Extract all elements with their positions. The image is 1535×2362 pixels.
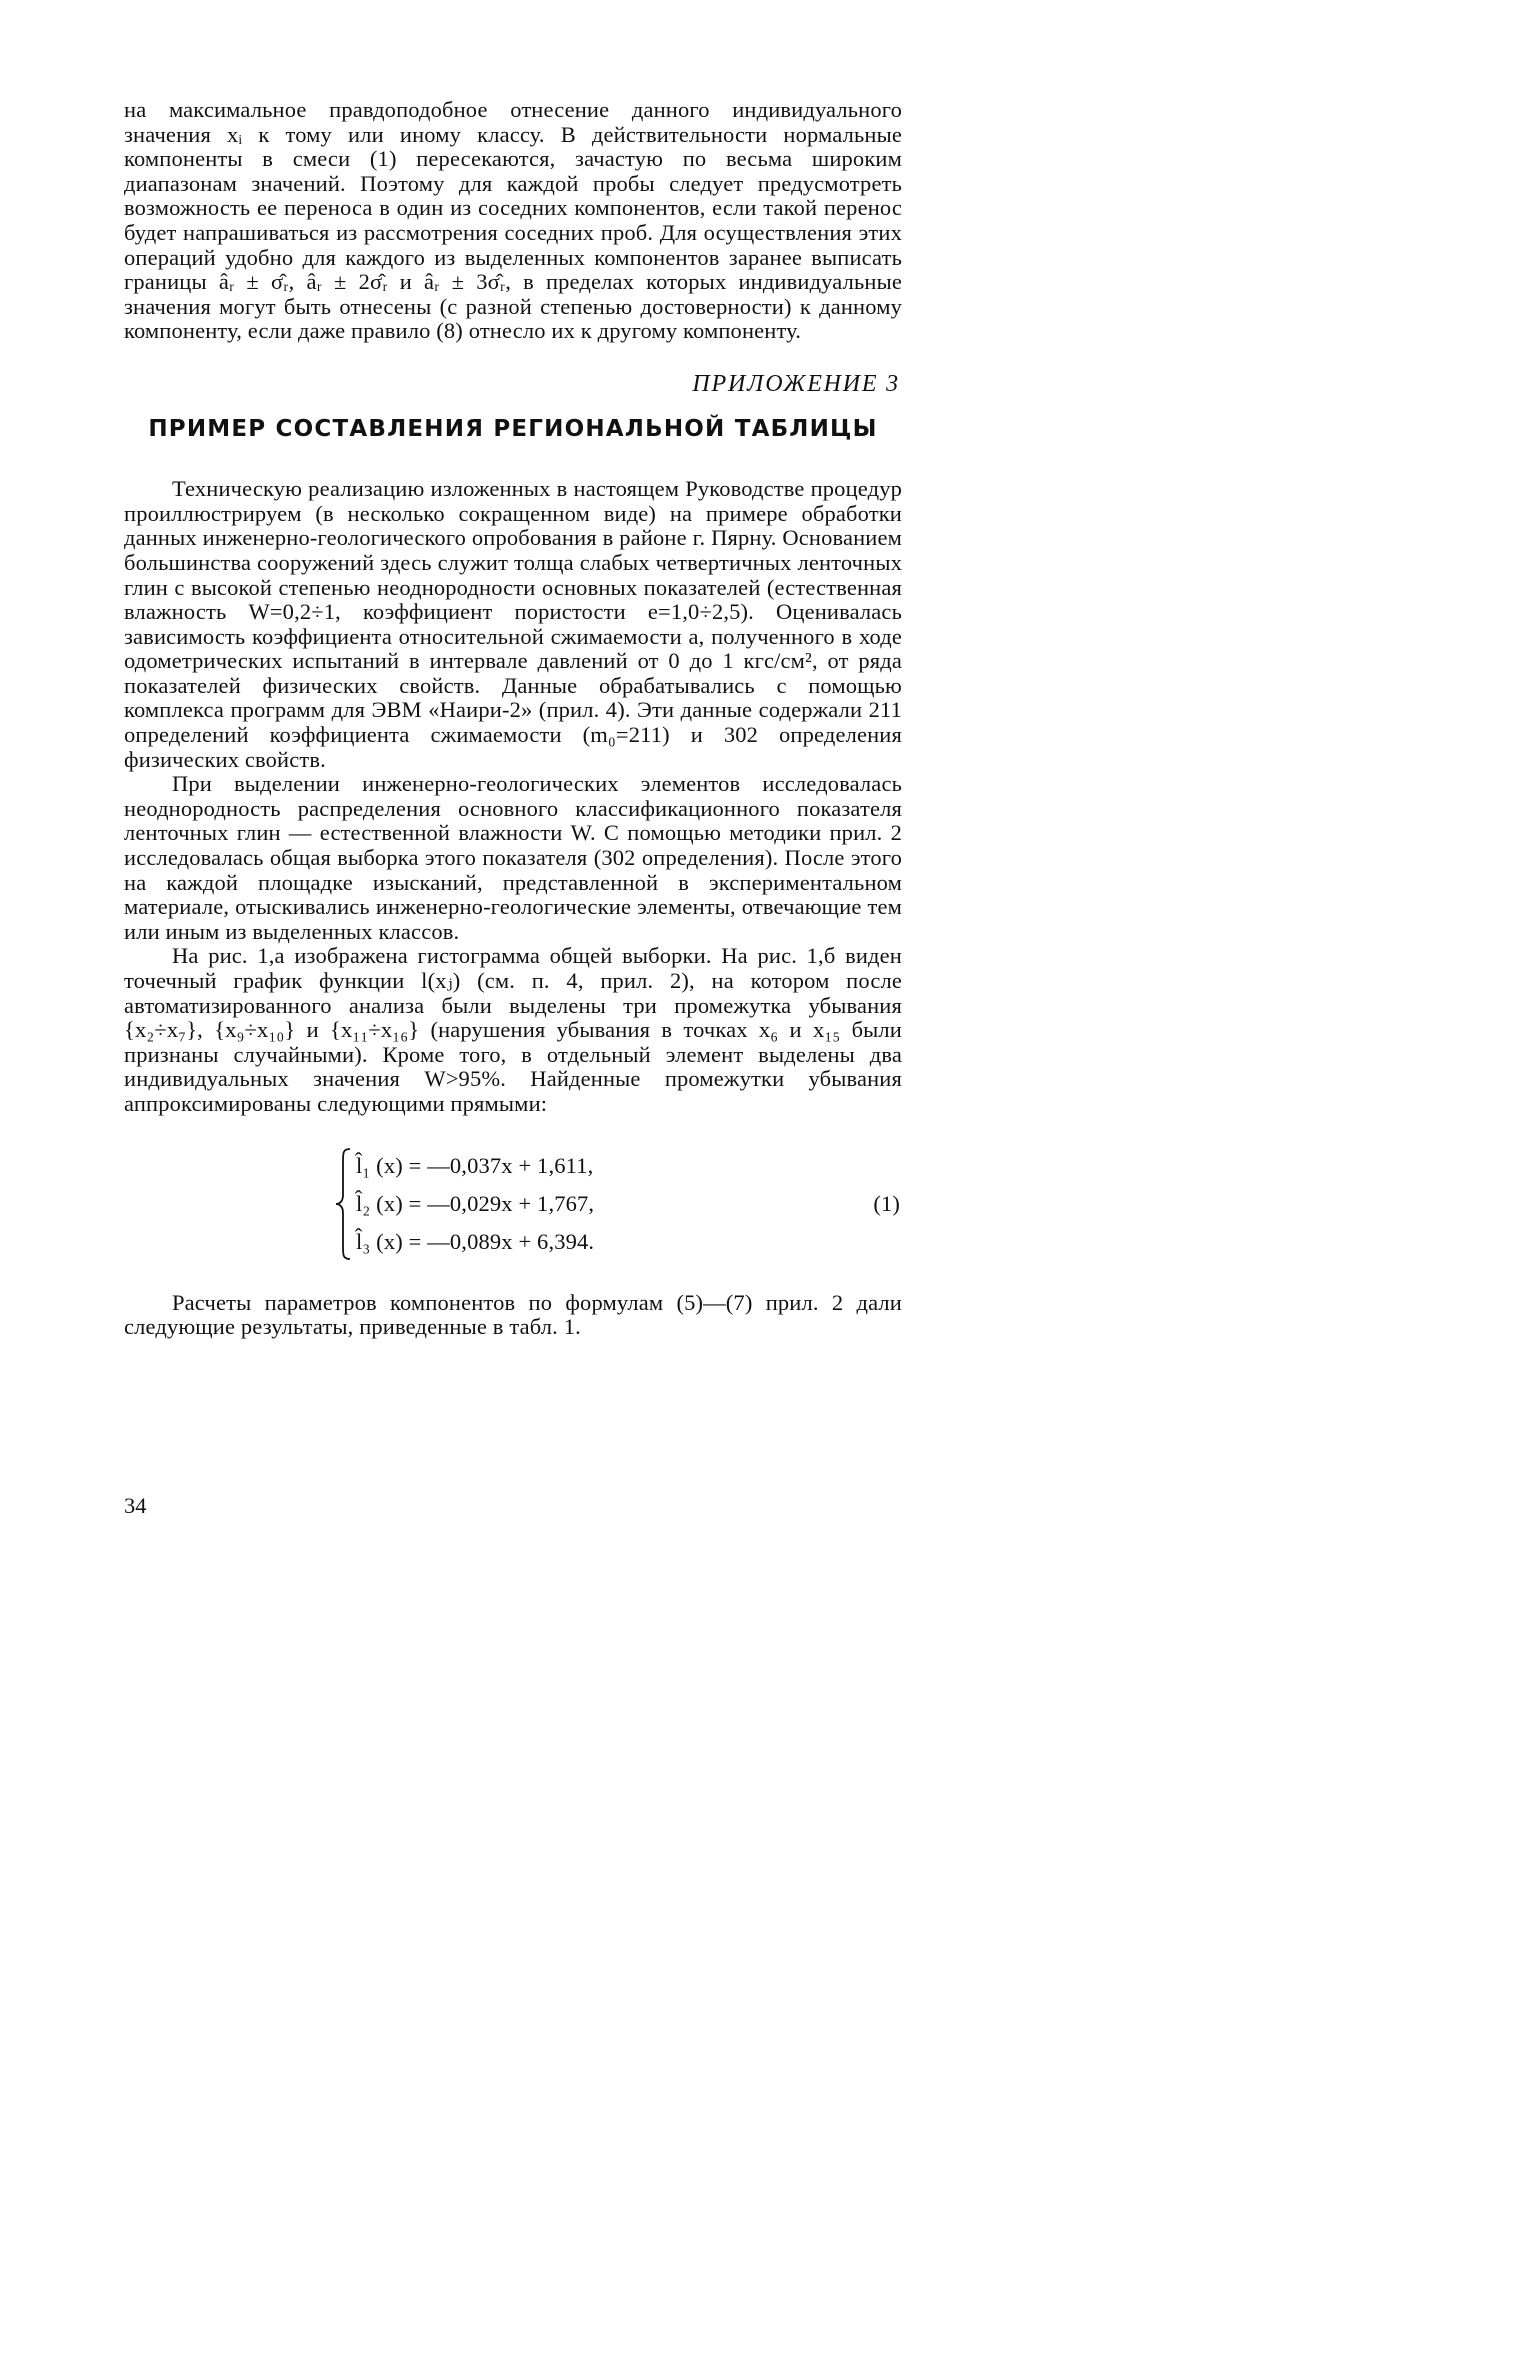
equation-lines <box>356 1147 594 1261</box>
appendix-label: ПРИЛОЖЕНИЕ 3 <box>692 370 900 397</box>
section-heading: ПРИМЕР СОСТАВЛЕНИЯ РЕГИОНАЛЬНОЙ ТАБЛИЦЫ <box>148 415 878 442</box>
equation-line-2: l̂₂ (x) = —0,029x + 1,767, <box>356 1190 595 1216</box>
curly-brace-icon <box>334 1147 352 1261</box>
closing-paragraph: Расчеты параметров компонентов по формулам (5)—(7) прил. 2 дали следующие результаты, приведенные в табл. 1. <box>124 1289 902 1340</box>
continuation-paragraph: на максимальное правдоподобное отнесение данного индивидуального значения xᵢ к тому или иному классу. В действительности нормальные компоненты в смеси (1) пересекаются, зачастую по весьма широким диапазонам значений. Поэтому для каждой пробы следует предусмотреть возможность ее переноса в один из соседних компонентов, если такой перенос будет напрашиваться из рассмотрения соседних проб. Для осуществления этих операций удобно для каждого из выделенных компонентов заранее выписать границы âᵣ ± σ̂ᵣ, âᵣ ± 2σ̂ᵣ и âᵣ ± 3σ̂ᵣ, в пределах которых индивидуальные значения могут быть отнесены (с разной степенью достоверности) к данному компоненту, если даже правило (8) отнесло их к другому компоненту. <box>124 97 902 344</box>
equation-number: (1) <box>873 1190 900 1216</box>
body-paragraph-2: При выделении инженерно-геологических элементов исследовалась неоднородность распределения основного классификационного показателя ленточных глин — естественной влажности W. С помощью методики прил. 2 исследовалась общая выборка этого показателя (302 определения). После этого на каждой площадке изысканий, представленной в экспериментальном материале, отыскивались инженерно-геологические элементы, отвечающие тем или иным из выделенных классов. <box>124 771 902 944</box>
page-number: 34 <box>124 1493 147 1518</box>
body-paragraph-3: На рис. 1,а изображена гистограмма общей выборки. На рис. 1,б виден точечный график функции l(xⱼ) (см. п. 4, прил. 2), на котором после автоматизированного анализа были выделены три промежутка убывания {x₂÷x₇}, {x₉÷x₁₀} и {x₁₁÷x₁₆} (нарушения убывания в точках x₆ и x₁₅ были признаны случайными). Кроме того, в отдельный элемент выделены два индивидуальных значения W>95%. Найденные промежутки убывания аппроксимированы следующими прямыми: <box>124 943 902 1116</box>
body-paragraph-1: Техническую реализацию изложенных в настоящем Руководстве процедур проиллюстрируем (в несколько сокращенном виде) на примере обработки данных инженерно-геологического опробования в районе г. Пярну. Основанием большинства сооружений здесь служит толща слабых четвертичных ленточных глин с высокой степенью неоднородности основных показателей (естественная влажность W=0,2÷1, коэффициент пористости e=1,0÷2,5). Оценивалась зависимость коэффициента относительной сжимаемости a, полученного в ходе одометрических испытаний в интервале давлений от 0 до 1 кгс/см², от ряда показателей физических свойств. Данные обрабатывались с помощью комплекса программ для ЭВМ «Наири-2» (прил. 4). Эти данные содержали 211 определений коэффициента сжимаемости (m₀=211) и 302 определения физических свойств. <box>124 476 902 772</box>
equation-system <box>124 1147 902 1265</box>
equation-line-1: l̂₁ (x) = —0,037x + 1,611, <box>356 1152 594 1178</box>
equation-line-3: l̂₃ (x) = —0,089x + 6,394. <box>356 1228 595 1254</box>
page-body <box>124 98 902 1340</box>
